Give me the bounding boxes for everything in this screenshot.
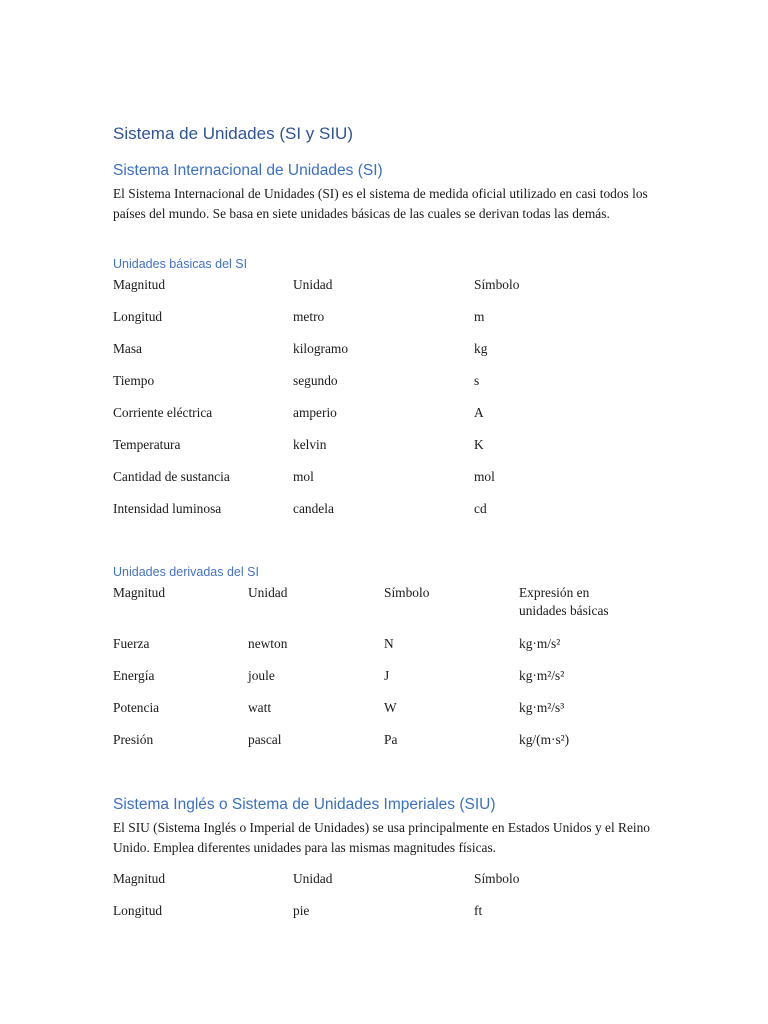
- cell-magnitud: Longitud: [113, 903, 163, 918]
- cell-unidad: watt: [248, 700, 272, 715]
- cell-magnitud: Masa: [113, 341, 143, 356]
- cell-simbolo: s: [474, 373, 480, 388]
- table-row: [113, 436, 658, 468]
- cell-simbolo: ft: [474, 903, 483, 918]
- cell-magnitud: Fuerza: [113, 636, 150, 651]
- cell-expresion: kg/(m·s²): [519, 732, 570, 747]
- header-unidad: Unidad: [293, 871, 333, 886]
- header-magnitud: Magnitud: [113, 277, 166, 292]
- derived-units-table: [113, 584, 658, 763]
- cell-unidad: pascal: [248, 732, 282, 747]
- cell-magnitud: Energía: [113, 668, 155, 683]
- cell-magnitud: Cantidad de sustancia: [113, 469, 230, 484]
- cell-magnitud: Potencia: [113, 700, 160, 715]
- cell-simbolo: cd: [474, 501, 487, 516]
- cell-unidad: kelvin: [293, 437, 327, 452]
- header-simbolo: Símbolo: [474, 871, 520, 886]
- cell-magnitud: Tiempo: [113, 373, 155, 388]
- table-row: [113, 500, 658, 532]
- cell-expresion: kg·m/s²: [519, 636, 561, 651]
- cell-expresion: kg·m²/s²: [519, 668, 565, 683]
- table-row: [113, 635, 658, 667]
- cell-unidad: joule: [248, 668, 275, 683]
- cell-magnitud: Corriente eléctrica: [113, 405, 213, 420]
- table-row: [113, 308, 658, 340]
- table-header-row: [113, 584, 658, 635]
- cell-unidad: amperio: [293, 405, 337, 420]
- header-unidad: Unidad: [293, 277, 333, 292]
- siu-paragraph: El SIU (Sistema Inglés o Imperial de Unidades) se usa principalmente en Estados Unidos y el Reino Unido. Emplea diferentes unidades para las mismas magnitudes físicas.: [113, 820, 650, 855]
- table-row: [113, 699, 658, 731]
- cell-magnitud: Presión: [113, 732, 154, 747]
- table-row: [113, 902, 658, 934]
- table-row: [113, 468, 658, 500]
- cell-magnitud: Longitud: [113, 309, 163, 324]
- cell-simbolo: K: [474, 437, 484, 452]
- cell-unidad: mol: [293, 469, 314, 484]
- cell-unidad: candela: [293, 501, 334, 516]
- cell-simbolo: mol: [474, 469, 495, 484]
- table-row: [113, 340, 658, 372]
- cell-simbolo: Pa: [384, 732, 398, 747]
- cell-simbolo: A: [474, 405, 484, 420]
- cell-simbolo: m: [474, 309, 485, 324]
- basic-units-table: [113, 276, 658, 532]
- cell-magnitud: Temperatura: [113, 437, 181, 452]
- derived-units-heading: Unidades derivadas del SI: [113, 565, 259, 579]
- cell-simbolo: W: [384, 700, 397, 715]
- header-magnitud: Magnitud: [113, 871, 166, 886]
- table-row: [113, 731, 658, 763]
- table-header-row: [113, 276, 658, 308]
- cell-unidad: newton: [248, 636, 288, 651]
- cell-unidad: kilogramo: [293, 341, 349, 356]
- header-simbolo: Símbolo: [384, 585, 430, 600]
- header-expresion: Expresión en unidades básicas: [519, 585, 609, 618]
- si-paragraph: El Sistema Internacional de Unidades (SI) es el sistema de medida oficial utilizado en casi todos los países del mundo. Se basa en siete unidades básicas de las cuales se derivan todas las demás.: [113, 186, 648, 221]
- cell-unidad: pie: [293, 903, 310, 918]
- siu-heading: Sistema Inglés o Sistema de Unidades Imperiales (SIU): [113, 796, 496, 813]
- cell-simbolo: N: [384, 636, 394, 651]
- cell-magnitud: Intensidad luminosa: [113, 501, 222, 516]
- table-row: [113, 372, 658, 404]
- header-magnitud: Magnitud: [113, 585, 166, 600]
- cell-expresion: kg·m²/s³: [519, 700, 565, 715]
- table-row: [113, 667, 658, 699]
- basic-units-heading: Unidades básicas del SI: [113, 257, 248, 271]
- siu-units-table: [113, 870, 658, 934]
- header-simbolo: Símbolo: [474, 277, 520, 292]
- header-unidad: Unidad: [248, 585, 288, 600]
- cell-unidad: metro: [293, 309, 325, 324]
- cell-simbolo: kg: [474, 341, 488, 356]
- si-heading: Sistema Internacional de Unidades (SI): [113, 162, 383, 179]
- table-header-row: [113, 870, 658, 902]
- cell-unidad: segundo: [293, 373, 338, 388]
- table-row: [113, 404, 658, 436]
- document-title: Sistema de Unidades (SI y SIU): [113, 124, 353, 143]
- cell-simbolo: J: [384, 668, 390, 683]
